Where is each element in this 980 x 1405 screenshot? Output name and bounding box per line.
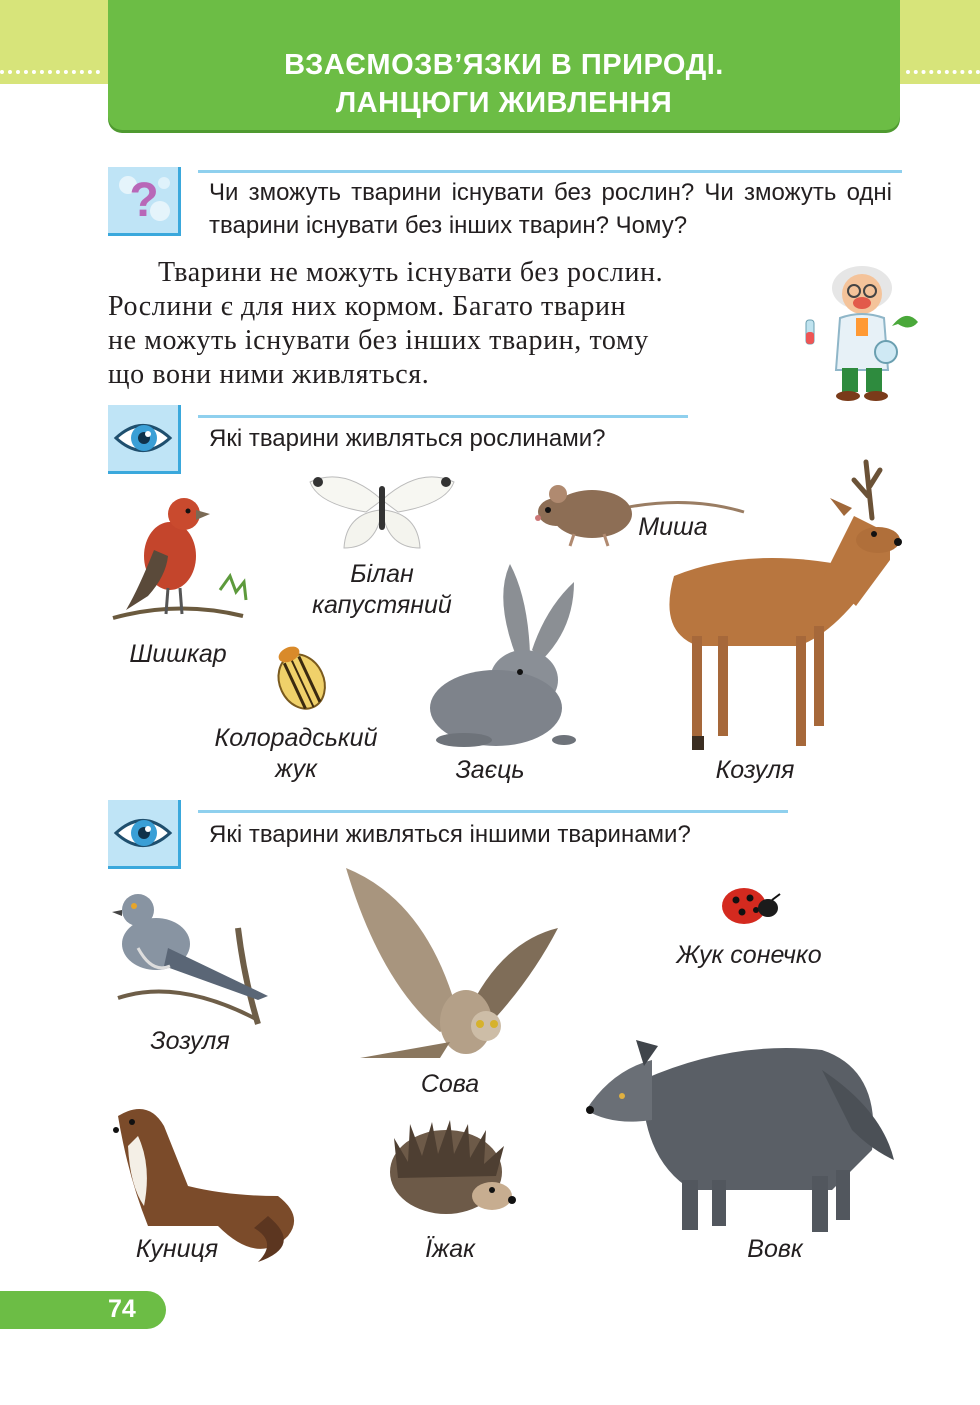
roe-deer-image: [628, 456, 908, 766]
question-rule: [198, 170, 902, 173]
eye-icon: [108, 405, 181, 474]
svg-text:?: ?: [129, 174, 159, 227]
label-cuckoo: Зозуля: [150, 1027, 230, 1055]
question-text: Чи зможуть тварини існувати без рослин? Чи зможуть одні тварини існувати без інших тварин? Чому?: [209, 179, 892, 239]
header-dots-left: [0, 70, 100, 74]
label-beetle-line1: Колорадський: [214, 724, 378, 752]
section2-rule: [198, 810, 788, 813]
page-number: 74: [108, 1295, 136, 1323]
label-hedgehog: Їжак: [425, 1235, 475, 1263]
crossbill-image: [108, 490, 248, 630]
page-title-line2: ЛАНЦЮГИ ЖИВЛЕННЯ: [335, 87, 673, 119]
eye-icon: [108, 800, 181, 869]
professor-illustration: [800, 258, 925, 403]
section1-rule: [198, 415, 688, 418]
label-mouse: Миша: [638, 513, 708, 541]
answer-line: Рослини є для них кормом. Багато тварин: [108, 291, 627, 322]
label-hare: Заєць: [455, 756, 525, 784]
section2-heading: Які тварини живляться іншими тваринами?: [209, 821, 691, 848]
label-marten: Куниця: [135, 1235, 219, 1263]
label-beetle-line2: жук: [275, 755, 317, 783]
header-dots-right: [906, 70, 980, 74]
page-title: [108, 46, 900, 122]
wolf-image: [582, 1010, 898, 1242]
section1-heading: Які тварини живляться рослинами?: [209, 425, 606, 452]
question-mark-icon: [108, 167, 181, 236]
label-beetle: [200, 723, 392, 785]
label-butterfly-line1: Білан: [350, 560, 414, 588]
hedgehog-image: [388, 1118, 518, 1222]
hare-image: [424, 558, 602, 748]
colorado-beetle-image: [260, 642, 340, 714]
ladybug-image: [714, 880, 784, 930]
label-roe-deer: Козуля: [715, 756, 795, 784]
answer-line: не можуть існувати без інших тварин, тому: [108, 325, 649, 356]
label-crossbill: Шишкар: [129, 640, 227, 668]
label-wolf: Вовк: [747, 1235, 803, 1263]
owl-image: [340, 862, 562, 1068]
label-owl: Сова: [420, 1070, 480, 1098]
page-number-tab: [0, 1291, 166, 1329]
answer-paragraph: [108, 256, 780, 392]
butterfly-image: [308, 470, 456, 554]
page-title-line1: ВЗАЄМОЗВ’ЯЗКИ В ПРИРОДІ.: [284, 49, 724, 81]
cuckoo-image: [108, 888, 272, 1028]
label-butterfly-line2: капустяний: [312, 591, 452, 619]
label-ladybug: Жук сонечко: [676, 941, 822, 969]
answer-line: Тварини не можуть існувати без рослин.: [158, 257, 664, 288]
answer-line: що вони ними живляться.: [108, 359, 430, 390]
